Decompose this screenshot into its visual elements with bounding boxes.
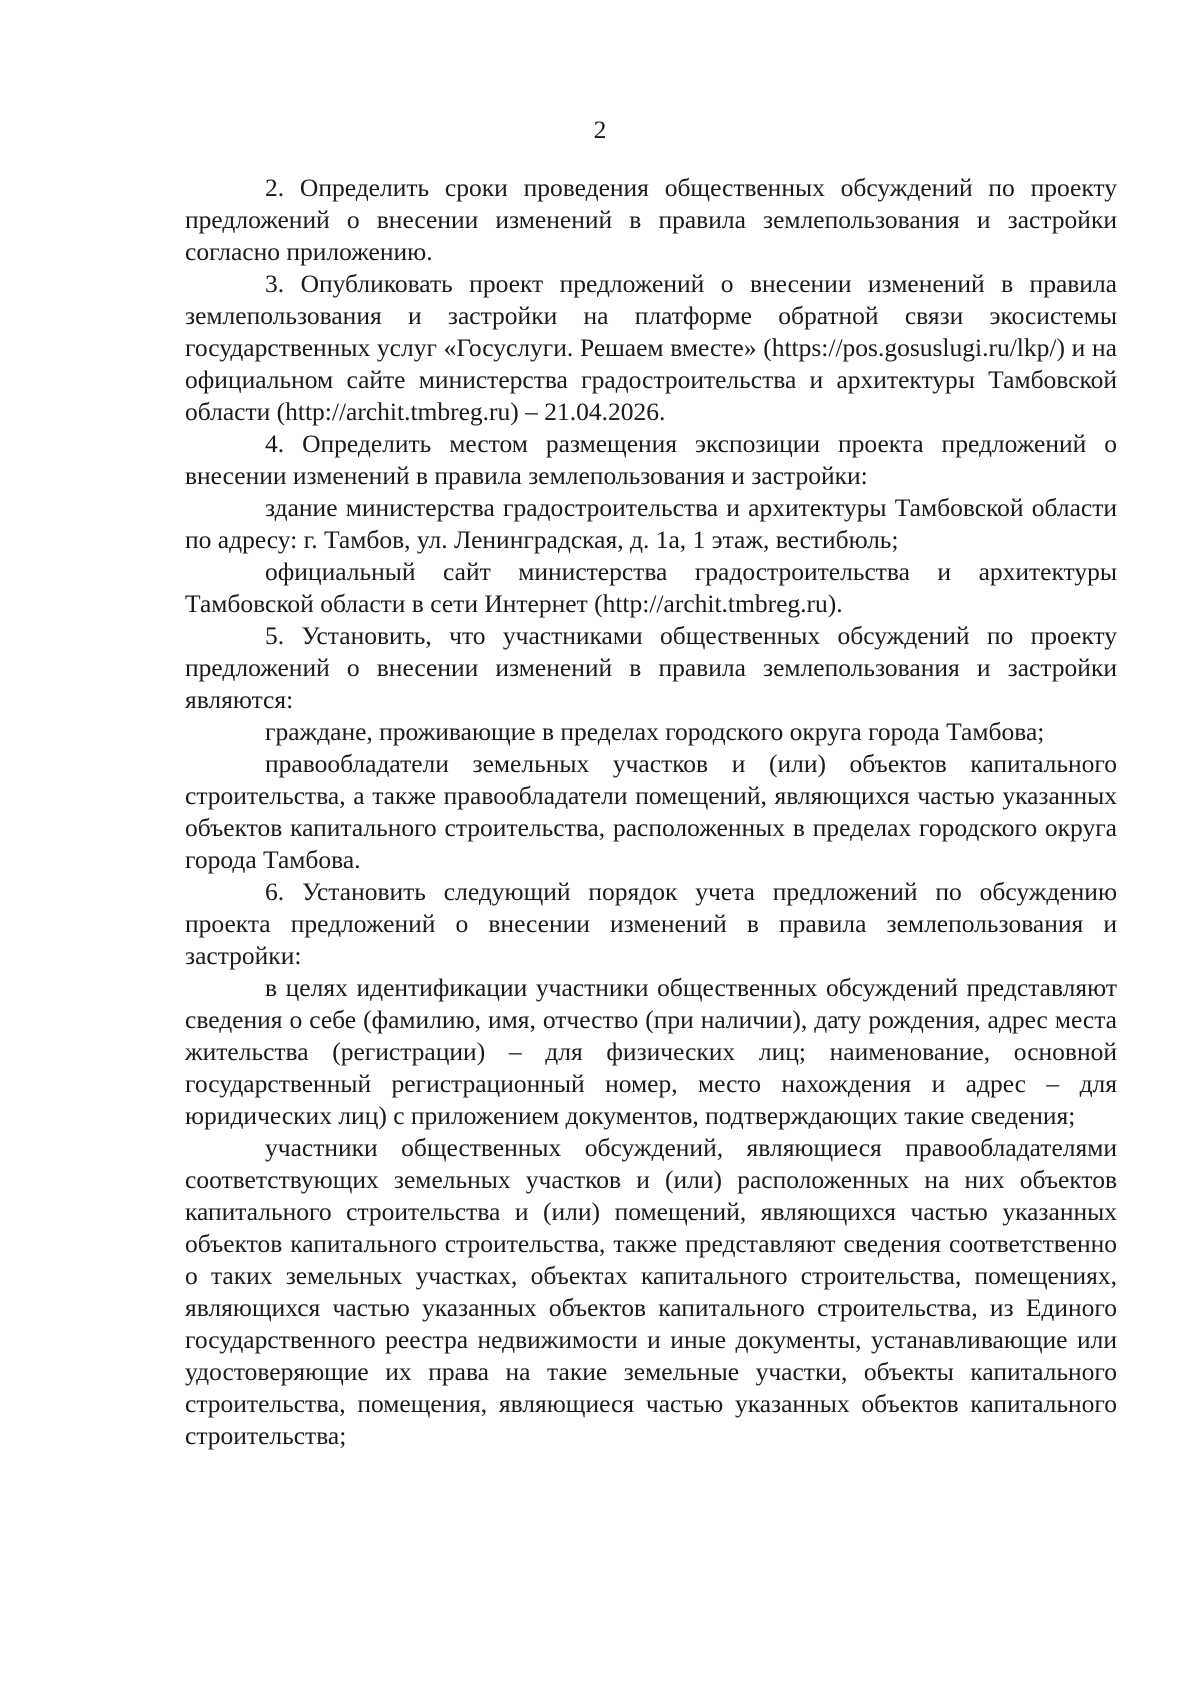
paragraph-item-3: 3. Опубликовать проект предложений о внесении изменений в правила землепользования и застройки на платформе обратной связи экосистемы государственных услуг «Госуслуги. Решаем вместе» (https://pos.gosuslugi.ru/lkp/) и на официальном сайте министерства градостроительства и архитектуры Тамбовской области (http://archit.tmbreg.ru) – 21.04.2026. — [185, 269, 1117, 426]
exposition-place-website: официальный сайт министерства градостроительства и архитектуры Тамбовской области в сети Интернет (http://archit.tmbreg.ru). — [185, 557, 1117, 618]
participants-citizens: граждане, проживающие в пределах городского округа города Тамбова; — [265, 717, 1045, 746]
paragraph-item-4: 4. Определить местом размещения экспозиции проекта предложений о внесении изменений в правила землепользования и застройки: — [185, 429, 1117, 490]
paragraph-item-6: 6. Установить следующий порядок учета предложений по обсуждению проекта предложений о внесении изменений в правила землепользования и застройки: — [185, 877, 1117, 970]
paragraph-item-5: 5. Установить, что участниками общественных обсуждений по проекту предложений о внесении изменений в правила землепользования и застройки являются: — [185, 621, 1117, 714]
exposition-place-building: здание министерства градостроительства и архитектуры Тамбовской области по адресу: г. Тамбов, ул. Ленинградская, д. 1а, 1 этаж, вестибюль; — [185, 493, 1117, 554]
rightholder-requirements: участники общественных обсуждений, являющиеся правообладателями соответствующих земельных участков и (или) расположенных на них объектов капитального строительства и (или) помещений, являющихся частью указанных объектов капитального строительства, также представляют сведения соответственно о таких земельных участках, объектах капитального строительства, помещениях, являющихся частью указанных объектов капитального строительства, из Единого государственного реестра недвижимости и иные документы, устанавливающие или удостоверяющие их права на такие земельные участки, объекты капитального строительства, помещения, являющиеся частью указанных объектов капитального строительства; — [185, 1133, 1117, 1450]
paragraph-item-2: 2. Определить сроки проведения общественных обсуждений по проекту предложений о внесении изменений в правила землепользования и застройки согласно приложению. — [185, 173, 1117, 266]
identification-requirements: в целях идентификации участники общественных обсуждений представляют сведения о себе (фамилию, имя, отчество (при наличии), дату рождения, адрес места жительства (регистрации) – для физических лиц; наименование, основной государственный регистрационный номер, место нахождения и адрес – для юридических лиц) с приложением документов, подтверждающих такие сведения; — [185, 973, 1117, 1130]
page-number: 2 — [593, 115, 607, 144]
participants-rightholders: правообладатели земельных участков и (или) объектов капитального строительства, а также правообладатели помещений, являющихся частью указанных объектов капитального строительства, расположенных в пределах городского округа города Тамбова. — [185, 749, 1117, 874]
document-body — [185, 172, 1117, 1452]
